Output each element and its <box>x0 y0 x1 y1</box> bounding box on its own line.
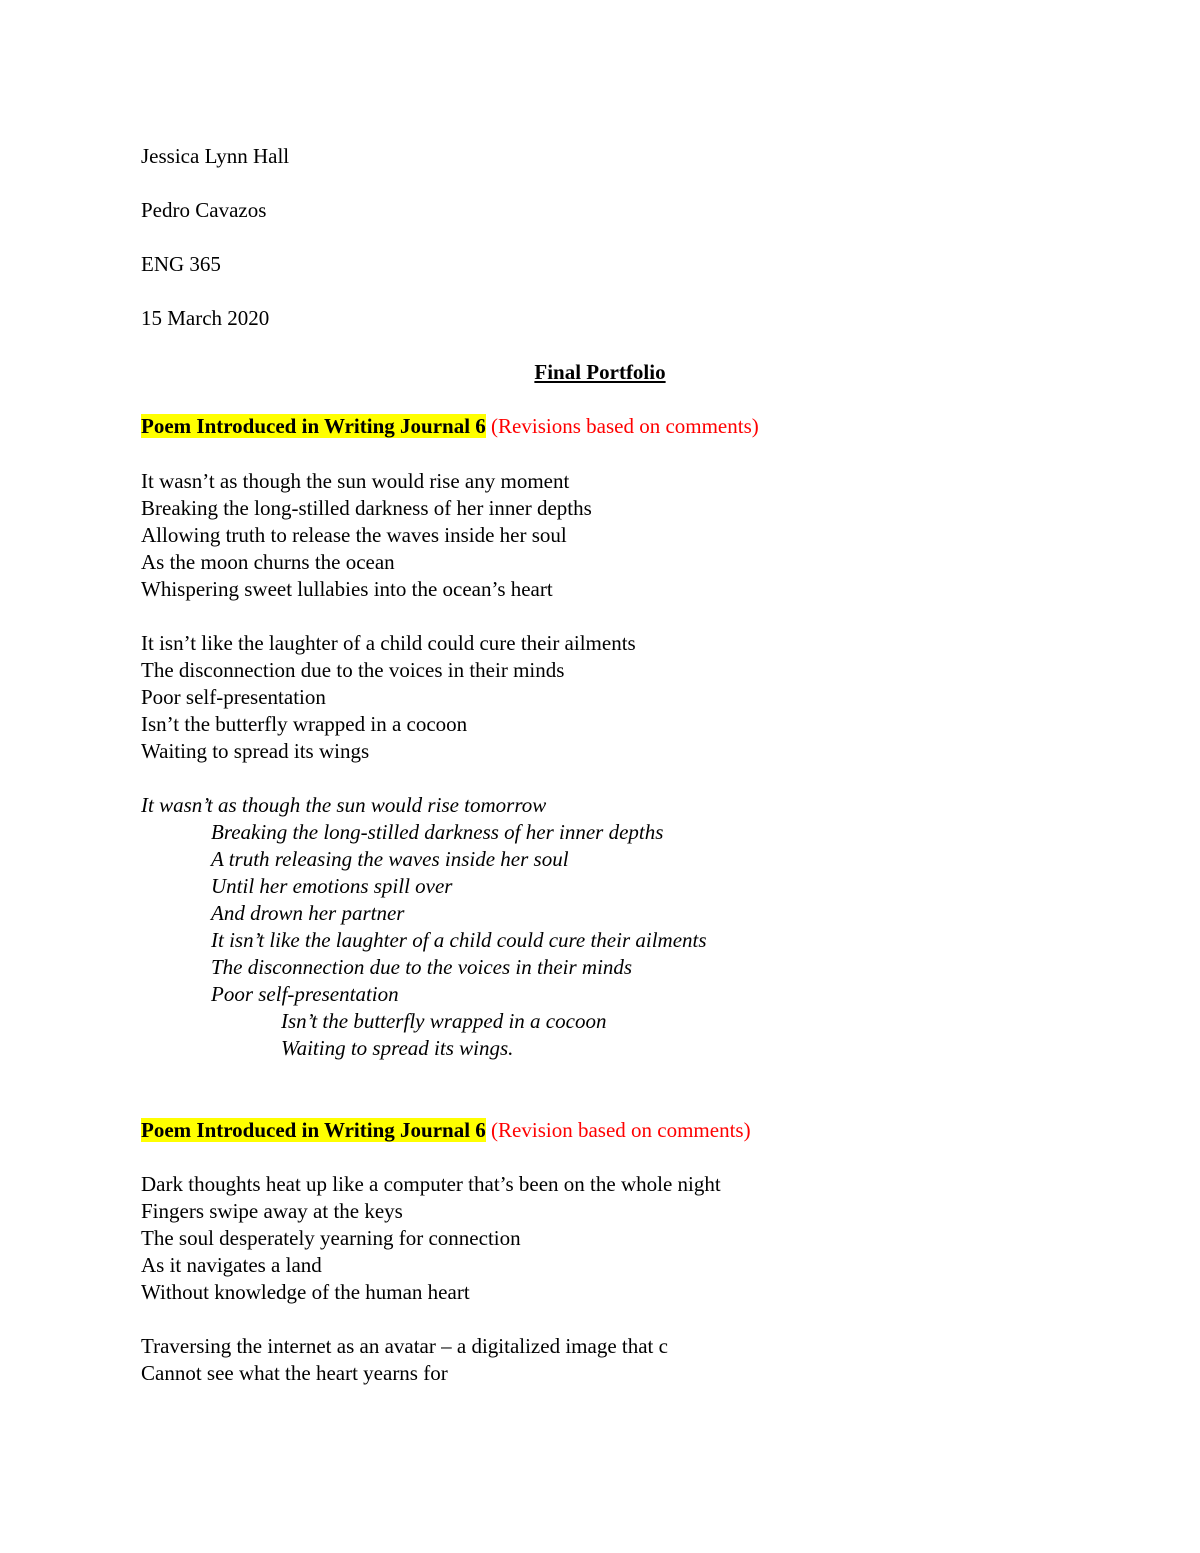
poem1-line: As the moon churns the ocean <box>141 550 395 574</box>
section1-heading-line <box>141 413 759 440</box>
poem2-line: Fingers swipe away at the keys <box>141 1199 403 1223</box>
poem1-revision-line: Breaking the long-stilled darkness of her inner depths <box>211 820 664 844</box>
poem2-line: Cannot see what the heart yearns for <box>141 1361 448 1385</box>
poem1-revision-line: It wasn’t as though the sun would rise tomorrow <box>141 793 547 817</box>
poem1-revision-line: The disconnection due to the voices in their minds <box>211 955 633 979</box>
poem1-revision-line: It isn’t like the laughter of a child could cure their ailments <box>211 928 707 952</box>
page-title: Final Portfolio <box>534 360 666 384</box>
section1-note: (Revisions based on comments) <box>491 414 759 438</box>
poem2-line: As it navigates a land <box>141 1253 322 1277</box>
section2-note: (Revision based on comments) <box>491 1118 751 1142</box>
poem1-revision-line: Until her emotions spill over <box>211 874 453 898</box>
author-name: Jessica Lynn Hall <box>141 144 290 168</box>
poem1-revision-line: Poor self-presentation <box>211 982 399 1006</box>
section2-heading-line <box>141 1117 751 1144</box>
poem1-line: Isn’t the butterfly wrapped in a cocoon <box>141 712 468 736</box>
poem1-revision-line: And drown her partner <box>211 901 405 925</box>
poem1-line: Whispering sweet lullabies into the ocean’s heart <box>141 577 553 601</box>
section2-heading: Poem Introduced in Writing Journal 6 <box>141 1118 486 1142</box>
poem1-revision-line: Isn’t the butterfly wrapped in a cocoon <box>281 1009 607 1033</box>
poem1-line: It isn’t like the laughter of a child could cure their ailments <box>141 631 636 655</box>
poem2-line: The soul desperately yearning for connection <box>141 1226 521 1250</box>
poem1-line: Waiting to spread its wings <box>141 739 370 763</box>
section1-heading: Poem Introduced in Writing Journal 6 <box>141 414 486 438</box>
poem1-line: The disconnection due to the voices in their minds <box>141 658 565 682</box>
poem2-line: Without knowledge of the human heart <box>141 1280 470 1304</box>
poem1-line: Poor self-presentation <box>141 685 326 709</box>
poem1-revision-line: A truth releasing the waves inside her soul <box>211 847 569 871</box>
poem2-line: Dark thoughts heat up like a computer that’s been on the whole night <box>141 1172 721 1196</box>
poem1-line: Breaking the long-stilled darkness of her inner depths <box>141 496 592 520</box>
poem1-line: It wasn’t as though the sun would rise any moment <box>141 469 570 493</box>
course-code: ENG 365 <box>141 252 221 276</box>
poem1-line: Allowing truth to release the waves inside her soul <box>141 523 567 547</box>
poem1-revision-line: Waiting to spread its wings. <box>281 1036 514 1060</box>
instructor-name: Pedro Cavazos <box>141 198 267 222</box>
document-date: 15 March 2020 <box>141 306 270 330</box>
poem2-line: Traversing the internet as an avatar – a digitalized image that c <box>141 1334 668 1358</box>
